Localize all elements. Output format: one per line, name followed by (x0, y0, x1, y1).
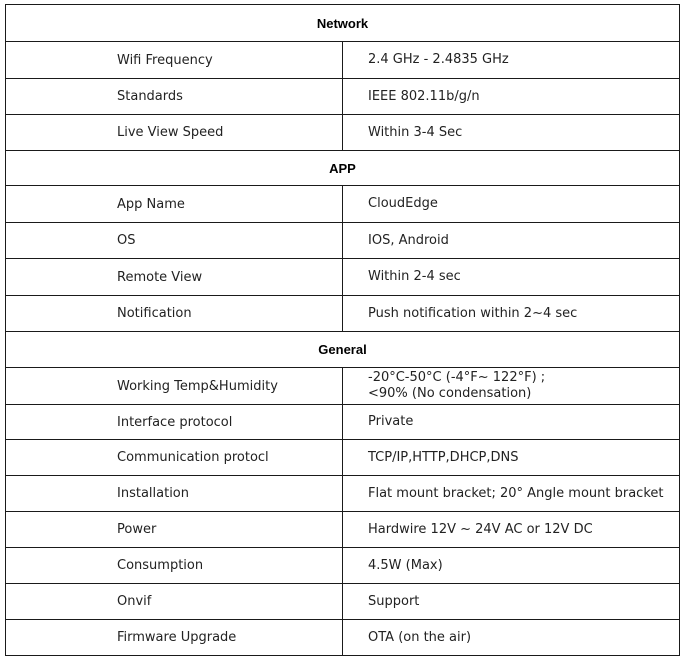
table-row (5, 584, 680, 620)
section-header-general (5, 332, 680, 368)
table-row (5, 186, 680, 223)
row-label: Live View Speed (6, 115, 343, 150)
table-row (5, 223, 680, 259)
table-row (5, 115, 680, 151)
row-label: Firmware Upgrade (6, 620, 343, 655)
row-label: Installation (6, 476, 343, 511)
row-value: IOS, Android (368, 232, 449, 248)
spec-table (5, 4, 680, 656)
table-row (5, 405, 680, 440)
table-row (5, 42, 680, 79)
section-title: General (318, 342, 367, 357)
row-label: Power (6, 512, 343, 547)
row-label: Working Temp&Humidity (6, 368, 343, 404)
table-row (5, 548, 680, 584)
row-label: Communication protocl (6, 440, 343, 475)
row-value: IEEE 802.11b/g/n (368, 88, 480, 104)
row-label: Consumption (6, 548, 343, 583)
row-label: Wifi Frequency (6, 42, 343, 78)
row-value: 2.4 GHz - 2.4835 GHz (368, 52, 509, 67)
section-header-network (5, 4, 680, 42)
row-label: OS (6, 223, 343, 258)
section-header-app (5, 151, 680, 186)
row-label: Standards (6, 79, 343, 114)
row-value (343, 368, 679, 404)
table-row (5, 368, 680, 405)
row-label: Interface protocol (6, 405, 343, 439)
row-value: Private (368, 414, 414, 429)
row-value: Push notification within 2~4 sec (368, 305, 578, 321)
row-value: 4.5W (Max) (368, 557, 443, 573)
row-value: Within 3-4 Sec (368, 124, 463, 140)
table-row (5, 440, 680, 476)
section-title: APP (329, 160, 356, 176)
row-value: Support (368, 593, 420, 609)
row-value: Flat mount bracket; 20° Angle mount bracket (368, 485, 664, 501)
section-title: Network (316, 15, 369, 31)
table-row (5, 296, 680, 332)
table-row (5, 259, 680, 296)
row-label: Remote View (6, 259, 343, 295)
table-row (5, 512, 680, 548)
row-label: Onvif (6, 584, 343, 619)
table-row (5, 620, 680, 656)
row-value-line: <90% (No condensation) (368, 386, 532, 401)
row-label: Notification (6, 296, 343, 331)
row-value: Hardwire 12V ~ 24V AC or 12V DC (368, 521, 593, 537)
row-value: CloudEdge (368, 196, 438, 211)
row-label: App Name (6, 186, 343, 222)
row-value: Within 2-4 sec (368, 269, 461, 284)
table-row (5, 79, 680, 115)
row-value-line: -20°C-50°C (-4°F~ 122°F) ; (368, 370, 546, 385)
row-value: TCP/IP,HTTP,DHCP,DNS (368, 449, 519, 465)
row-value: OTA (on the air) (368, 629, 472, 645)
table-row (5, 476, 680, 512)
